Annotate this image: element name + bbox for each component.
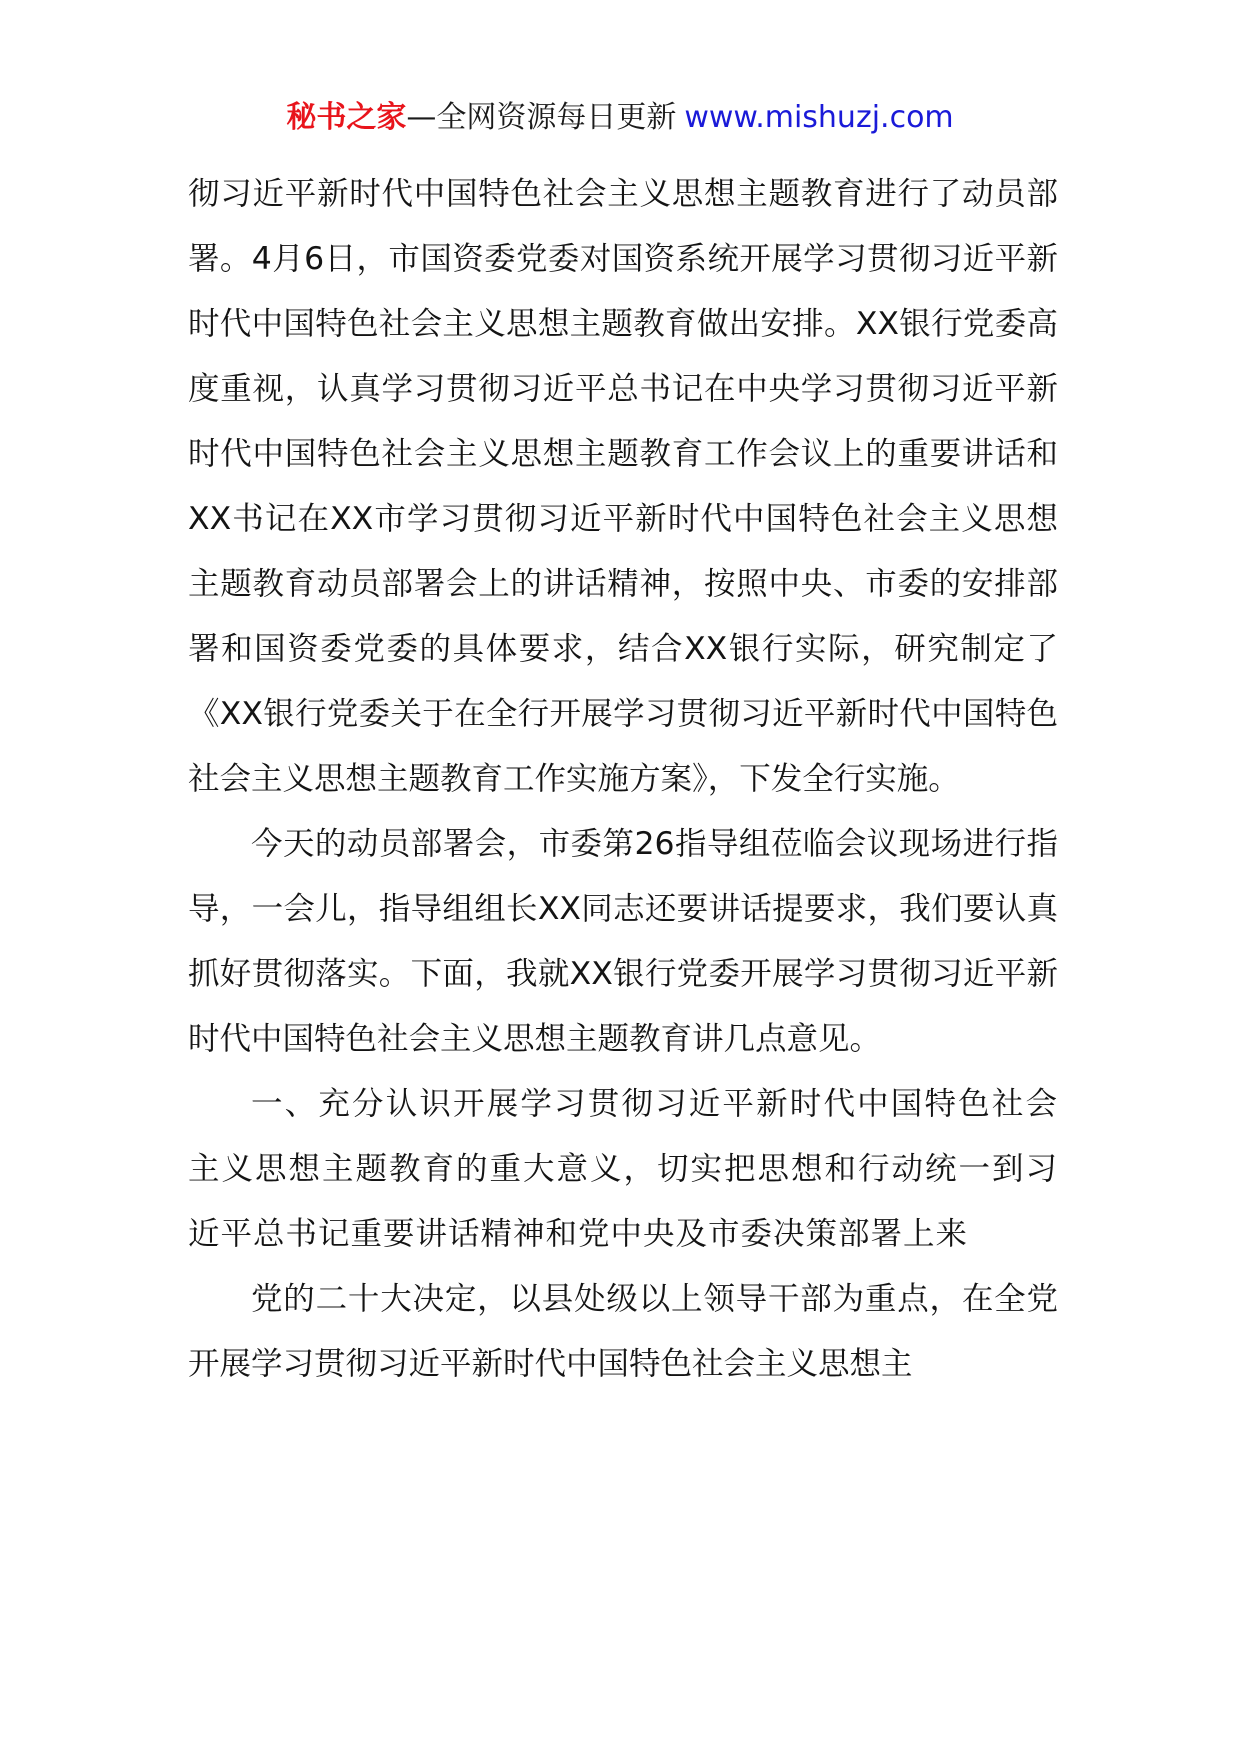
paragraph-section-1: 党的二十大决定，以县处级以上领导干部为重点，在全党开展学习贯彻习近平新时代中国特色社会主义思想主 bbox=[188, 1281, 1058, 1382]
website-link[interactable]: www.mishuzj.com bbox=[684, 100, 954, 135]
header-slogan: —全网资源每日更新 bbox=[406, 100, 677, 135]
section-heading-1: 一、充分认识开展学习贯彻习近平新时代中国特色社会主义思想主题教育的重大意义，切实把思想和行动统一到习近平总书记重要讲话精神和党中央及市委决策部署上来 bbox=[188, 1086, 1058, 1252]
paragraph-meeting-intro: 今天的动员部署会，市委第26指导组莅临会议现场进行指导，一会儿，指导组组长XX同志还要讲话提要求，我们要认真抓好贯彻落实。下面，我就XX银行党委开展学习贯彻习近平新时代中国特色社会主义思想主题教育讲几点意见。 bbox=[188, 826, 1058, 1057]
document-body bbox=[188, 162, 1058, 1397]
page-header bbox=[0, 98, 1240, 138]
brand-name: 秘书之家 bbox=[286, 100, 407, 135]
paragraph-continued: 彻习近平新时代中国特色社会主义思想主题教育进行了动员部署。4月6日，市国资委党委对国资系统开展学习贯彻习近平新时代中国特色社会主义思想主题教育做出安排。XX银行党委高度重视，认真学习贯彻习近平总书记在中央学习贯彻习近平新时代中国特色社会主义思想主题教育工作会议上的重要讲话和XX书记在XX市学习贯彻习近平新时代中国特色社会主义思想主题教育动员部署会上的讲话精神，按照中央、市委的安排部署和国资委党委的具体要求，结合XX银行实际，研究制定了《XX银行党委关于在全行开展学习贯彻习近平新时代中国特色社会主义思想主题教育工作实施方案》，下发全行实施。 bbox=[188, 176, 1058, 797]
